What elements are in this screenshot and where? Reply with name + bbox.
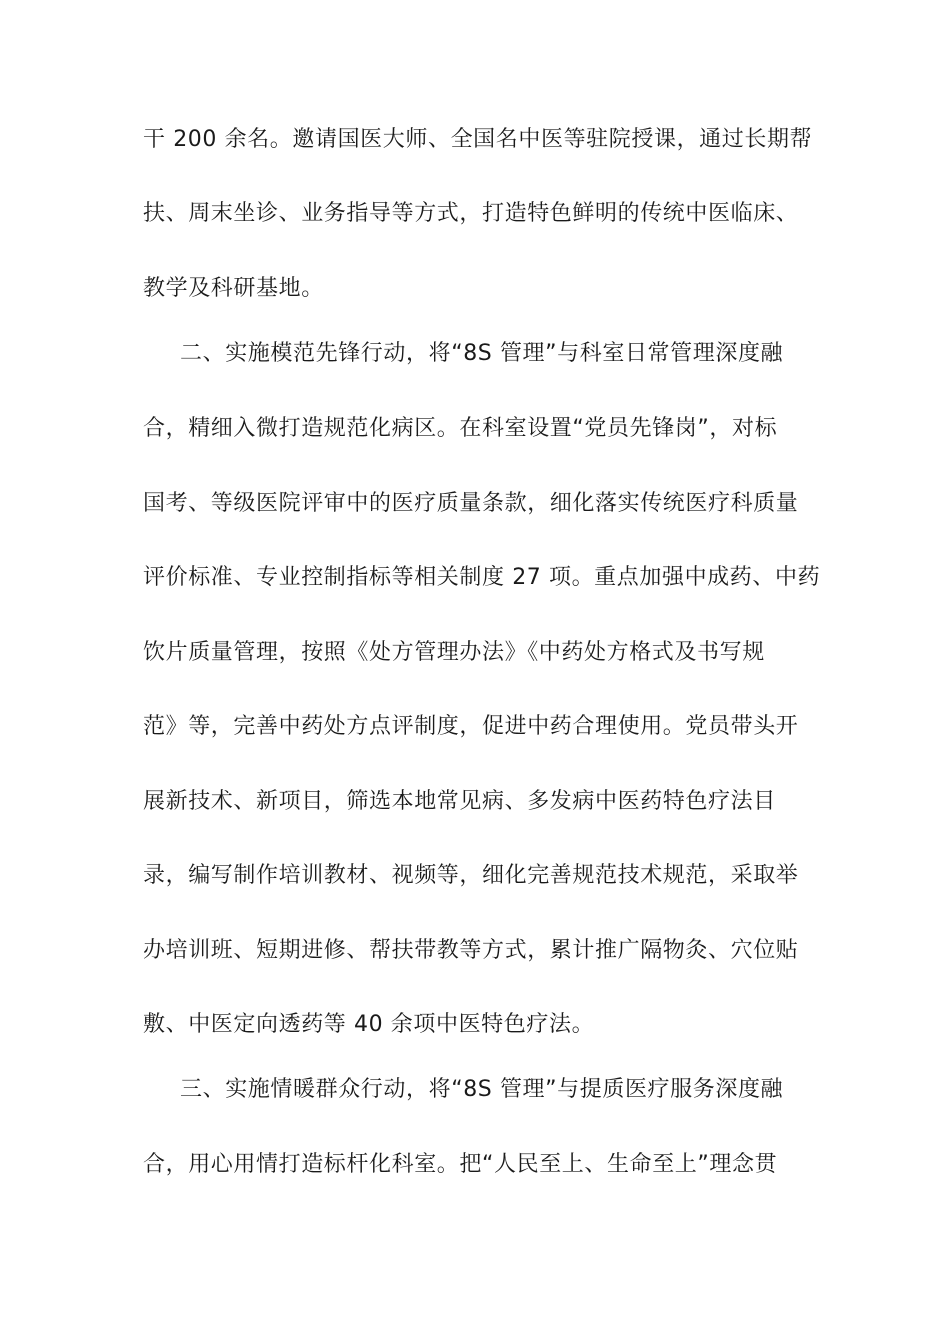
paragraph-line: 国考、等级医院评审中的医疗质量条款，细化落实传统医疗科质量 xyxy=(143,491,799,516)
paragraph-line: 敷、中医定向透药等 40 余项中医特色疗法。 xyxy=(143,1012,595,1037)
paragraph-line: 范》等，完善中药处方点评制度，促进中药合理使用。党员带头开 xyxy=(143,714,799,739)
paragraph-line: 教学及科研基地。 xyxy=(143,276,324,301)
paragraph-line: 饮片质量管理，按照《处方管理办法》《中药处方格式及书写规 xyxy=(143,640,765,665)
paragraph-line: 展新技术、新项目，筛选本地常见病、多发病中医药特色疗法目 xyxy=(143,789,776,814)
paragraph-line: 录，编写制作培训教材、视频等，细化完善规范技术规范，采取举 xyxy=(143,863,799,888)
paragraph-line: 二、实施模范先锋行动，将“8S 管理”与科室日常管理深度融 xyxy=(180,341,784,366)
paragraph-line: 干 200 余名。邀请国医大师、全国名中医等驻院授课，通过长期帮 xyxy=(143,127,813,152)
paragraph-line: 三、实施情暖群众行动，将“8S 管理”与提质医疗服务深度融 xyxy=(180,1077,784,1102)
paragraph-line: 合，用心用情打造标杆化科室。把“人民至上、生命至上”理念贯 xyxy=(143,1152,778,1177)
paragraph-line: 合，精细入微打造规范化病区。在科室设置“党员先锋岗”，对标 xyxy=(143,416,778,441)
paragraph-line: 评价标准、专业控制指标等相关制度 27 项。重点加强中成药、中药 xyxy=(143,565,821,590)
paragraph-line: 办培训班、短期进修、帮扶带教等方式，累计推广隔物灸、穴位贴 xyxy=(143,938,799,963)
paragraph-line: 扶、周末坐诊、业务指导等方式，打造特色鲜明的传统中医临床、 xyxy=(143,201,799,226)
